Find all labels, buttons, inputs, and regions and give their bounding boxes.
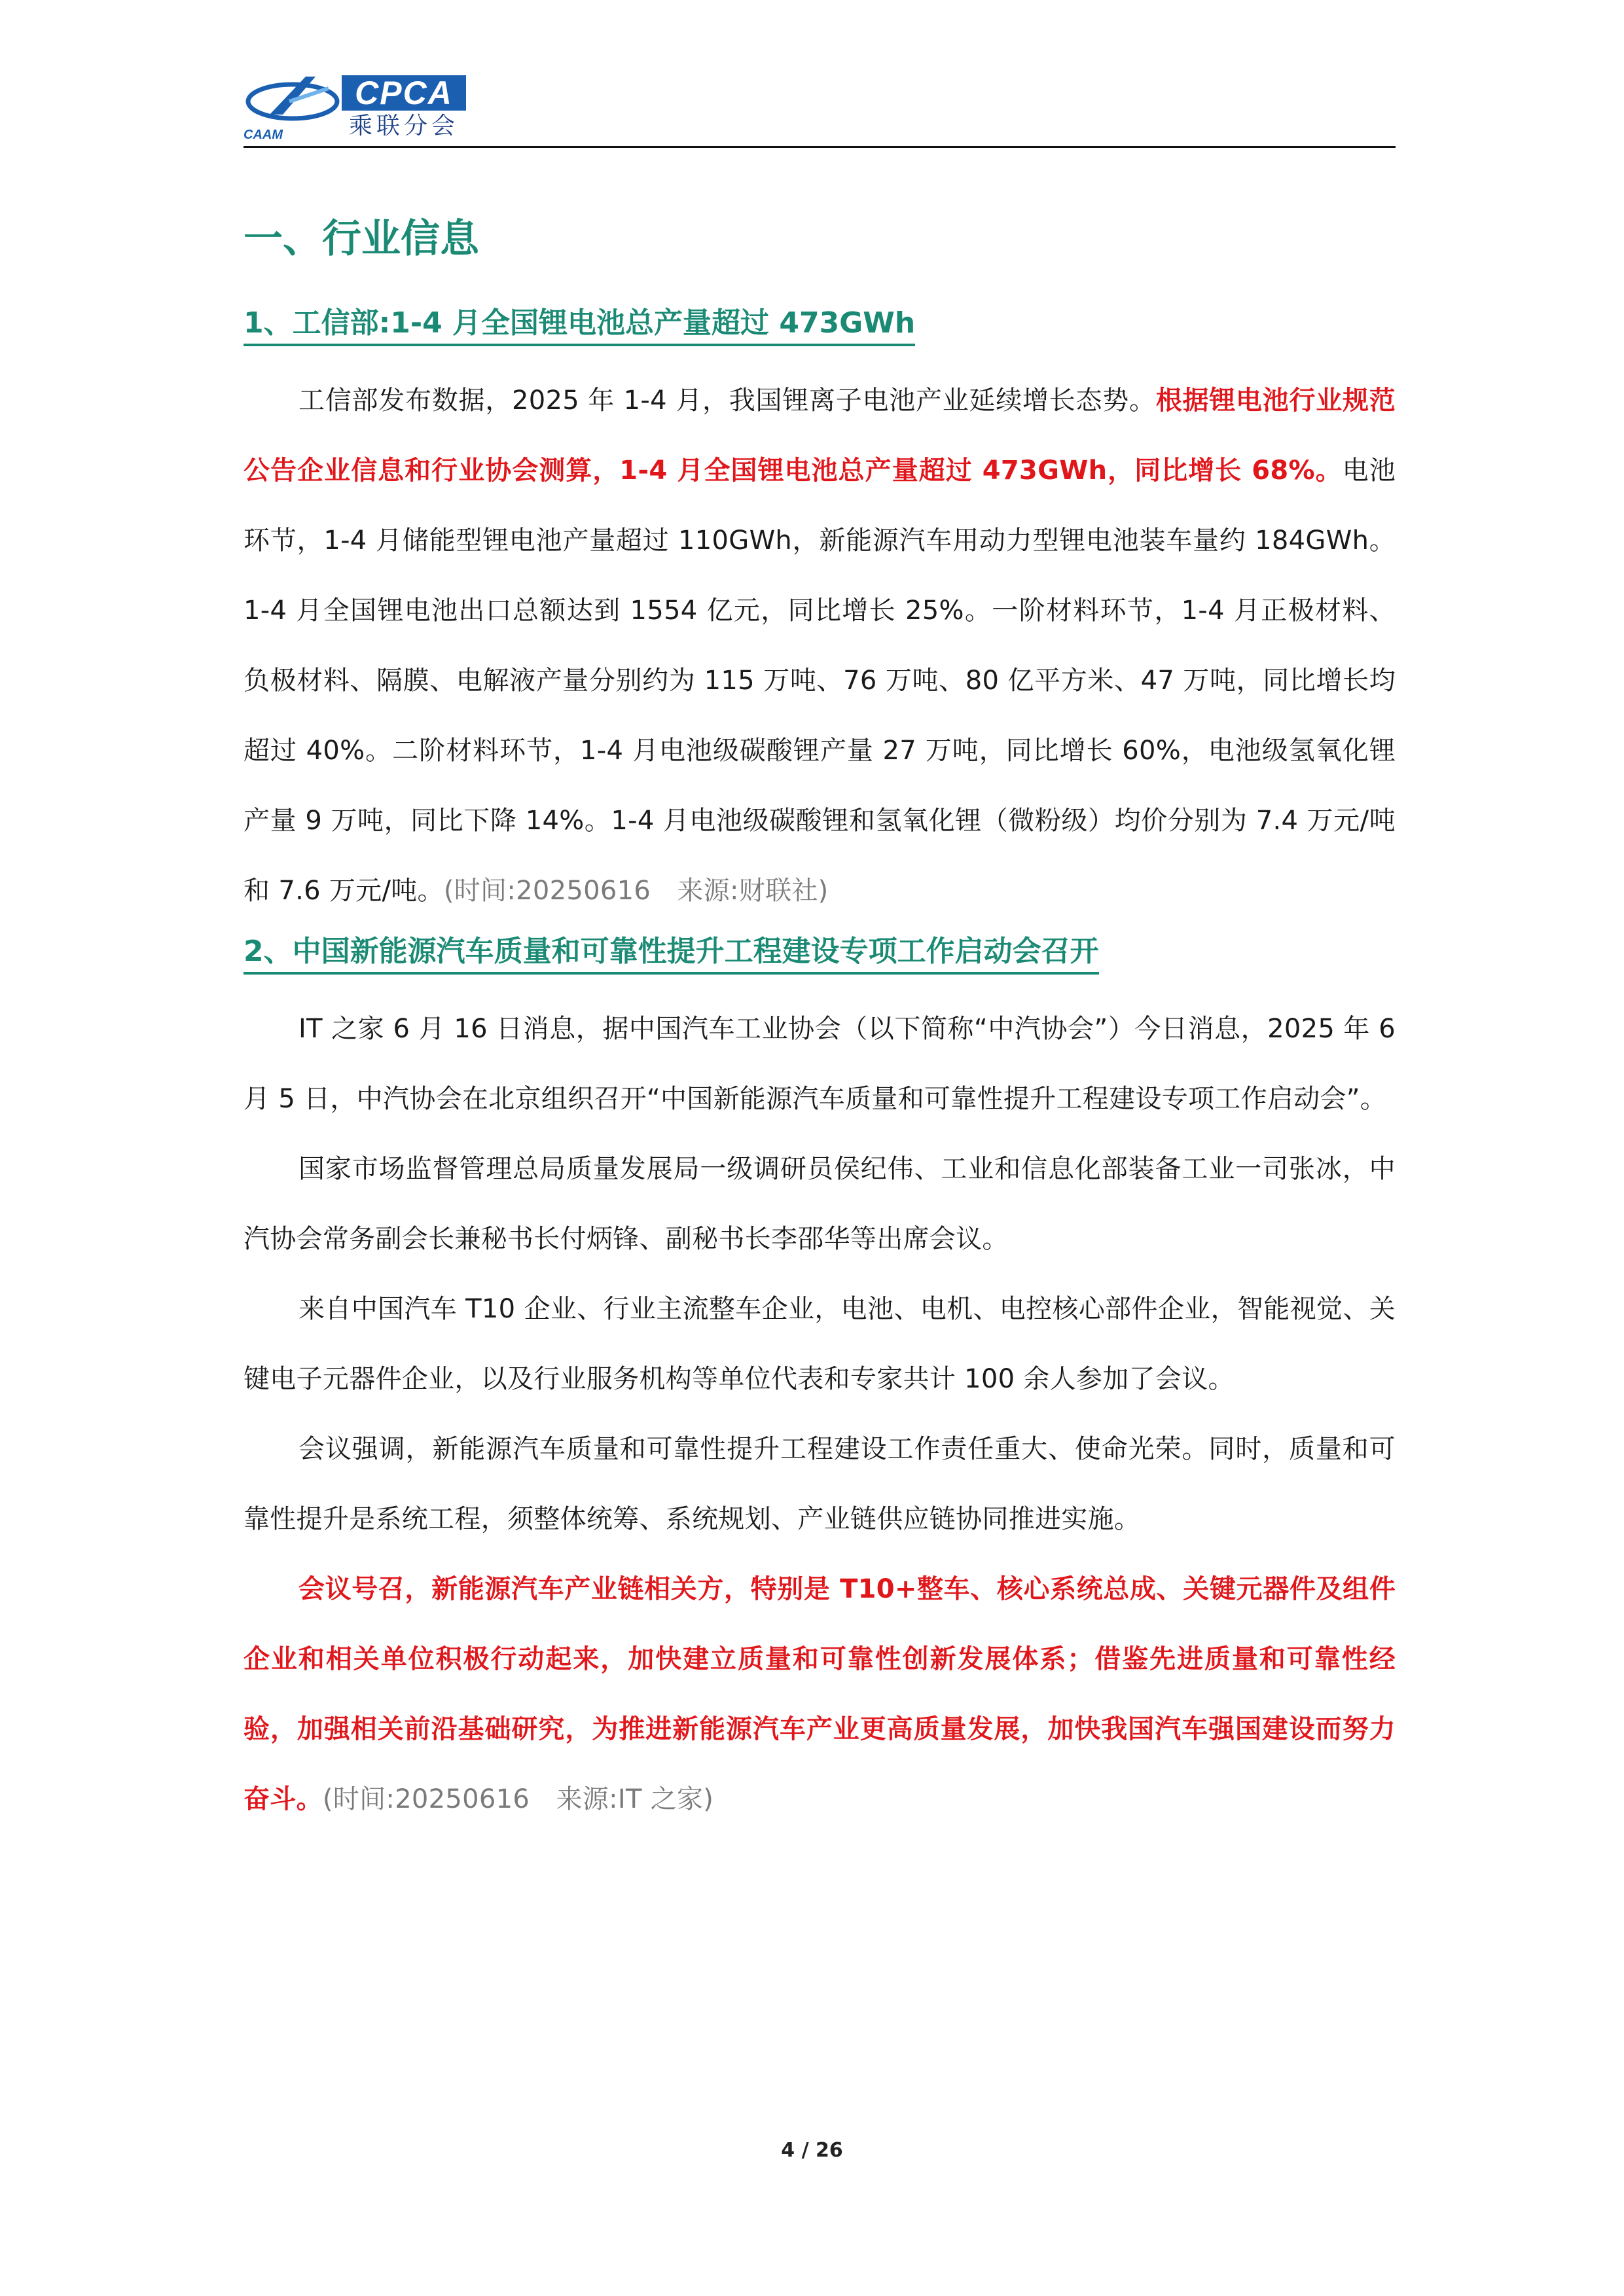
page-number: 4 / 26 — [781, 2139, 843, 2162]
caam-logo-icon — [244, 69, 342, 131]
page-header — [244, 69, 1396, 147]
article-1-text-b: 电池环节，1-4 月储能型锂电池产量超过 110GWh，新能源汽车用动力型锂电池装车量约 184GWh。1-4 月全国锂电池出口总额达到 1554 亿元，同比增长 25%。一阶材料环节，1-4 月正极材料、负极材料、隔膜、电解液产量分别约为 115 万吨、76 万吨、80 亿平方米、47 万吨，同比增长均超过 40%。二阶材料环节，1-4 月电池级碳酸锂产量 27 万吨，同比增长 60%，电池级氢氧化锂产量 9 万吨，同比下降 14%。1-4 月电池级碳酸锂和氢氧化锂（微粉级）均价分别为 7.4 万元/吨和 7.6 万元/吨。 — [244, 456, 1396, 906]
caam-logo-text: CAAM — [244, 128, 283, 142]
cpca-logo-text: CPCA — [342, 75, 466, 111]
article-1-title: 1、工信部:1-4 月全国锂电池总产量超过 473GWh — [244, 304, 915, 346]
article-2 — [244, 933, 1396, 1835]
article-2-paragraph-2: 国家市场监督管理总局质量发展局一级调研员侯纪伟、工业和信息化部装备工业一司张冰，中汽协会常务副会长兼秘书长付炳锋、副秘书长李邵华等出席会议。 — [244, 1154, 1396, 1254]
header-divider — [244, 146, 1396, 148]
article-1-text-a: 工信部发布数据，2025 年 1-4 月，我国锂离子电池产业延续增长态势。 — [298, 386, 1156, 416]
article-2-paragraph-4: 会议强调，新能源汽车质量和可靠性提升工程建设工作责任重大、使命光荣。同时，质量和可靠性提升是系统工程，须整体统筹、系统规划、产业链供应链协同推进实施。 — [244, 1434, 1396, 1534]
cpca-logo-subtitle: 乘联分会 — [348, 113, 459, 139]
article-2-title: 2、中国新能源汽车质量和可靠性提升工程建设专项工作启动会召开 — [244, 933, 1099, 975]
article-2-paragraph-1: IT 之家 6 月 16 日消息，据中国汽车工业协会（以下简称“中汽协会”）今日消息，2025 年 6 月 5 日，中汽协会在北京组织召开“中国新能源汽车质量和可靠性提升工程建设专项工作启动会”。 — [244, 1014, 1396, 1114]
page-content — [244, 196, 1396, 1835]
section-title: 一、行业信息 — [244, 216, 479, 262]
article-2-highlight: 会议号召，新能源汽车产业链相关方，特别是 T10+整车、核心系统总成、关键元器件及组件企业和相关单位积极行动起来，加快建立质量和可靠性创新发展体系；借鉴先进质量和可靠性经验，加强相关前沿基础研究，为推进新能源汽车产业更高质量发展，加快我国汽车强国建设而努力奋斗。 — [244, 1574, 1396, 1814]
article-2-source: (时间:20250616 来源:IT 之家) — [322, 1784, 714, 1814]
article-1 — [244, 304, 1396, 926]
article-1-paragraph — [244, 366, 1396, 926]
article-1-highlight: 根据锂电池行业规范公告企业信息和行业协会测算，1-4 月全国锂电池总产量超过 473GWh，同比增长 68%。 — [244, 386, 1396, 486]
article-2-paragraph-3: 来自中国汽车 T10 企业、行业主流整车企业，电池、电机、电控核心部件企业，智能视觉、关键电子元器件企业，以及行业服务机构等单位代表和专家共计 100 余人参加了会议。 — [244, 1294, 1396, 1394]
cpca-logo — [244, 69, 479, 144]
article-2-paragraph-5 — [244, 1554, 1396, 1835]
article-1-source: (时间:20250616 来源:财联社) — [443, 876, 829, 906]
